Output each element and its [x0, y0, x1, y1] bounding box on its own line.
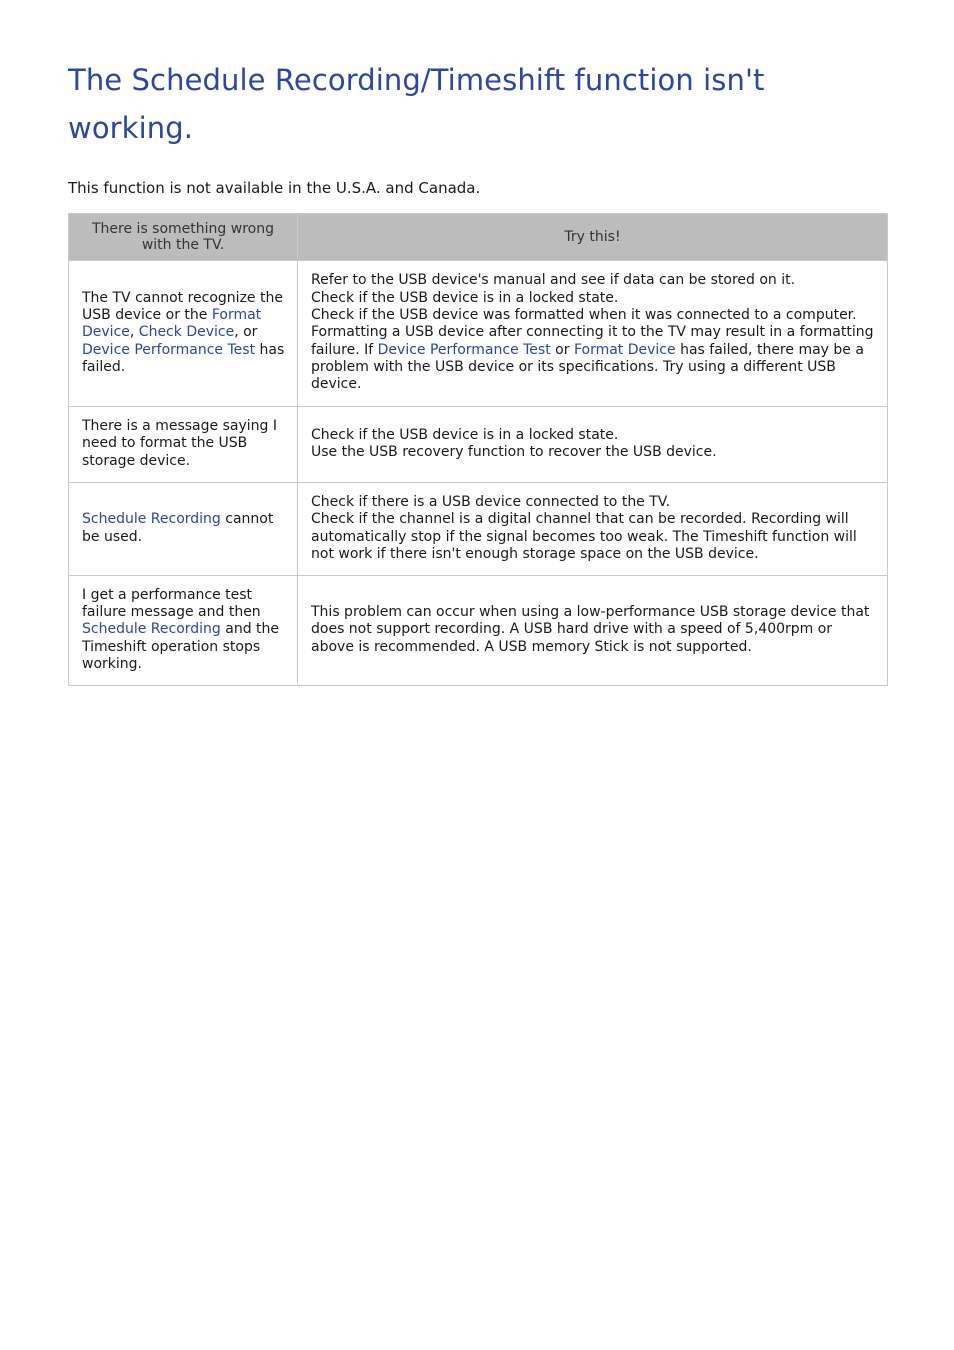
problem-cell: [69, 576, 298, 686]
problem-text: I get a performance test failure message and then: [82, 586, 261, 621]
problem-text: The TV cannot recognize the USB device or the: [82, 289, 283, 324]
device-performance-test-link[interactable]: Device Performance Test: [377, 341, 551, 358]
problem-text: ,: [129, 324, 139, 341]
page-title-line-1: The Schedule Recording/Timeshift function isn't: [68, 63, 765, 97]
solution-line: Check if there is a USB device connected to the TV.: [311, 493, 671, 510]
problem-text: There is a message saying I need to format the USB storage device.: [82, 418, 277, 469]
table-row: [69, 483, 888, 576]
solution-line: Refer to the USB device's manual and see if data can be stored on it.: [311, 272, 796, 289]
solution-paragraph: [311, 324, 875, 393]
table-row: [69, 261, 888, 407]
table-header-row: [69, 214, 888, 261]
problem-cell: [69, 483, 298, 576]
solution-text: Formatting a USB device after connecting it to the TV may result in a formatting failure. If: [311, 324, 874, 358]
problem-text: cannot be used.: [82, 511, 274, 545]
page-title-line-2: working.: [68, 111, 194, 145]
schedule-recording-link[interactable]: Schedule Recording: [82, 621, 221, 638]
device-performance-test-link[interactable]: Device Performance Test: [82, 341, 256, 358]
problem-text: and the Timeshift operation stops working.: [82, 621, 280, 672]
solution-cell: [298, 407, 888, 483]
solution-cell: [298, 483, 888, 576]
solution-line: Check if the USB device is in a locked state.: [311, 289, 619, 306]
format-device-link[interactable]: Format Device: [573, 341, 676, 358]
solution-line: This problem can occur when using a low-performance USB storage device that does not support recording. A USB hard drive with a speed of 5,400rpm or above is recommended. A USB memory Stick is not supported.: [311, 604, 870, 655]
page: [68, 56, 888, 686]
solution-text: or: [550, 341, 574, 358]
problem-cell: [69, 261, 298, 407]
intro-text: This function is not available in the U.S.A. and Canada.: [68, 179, 481, 197]
header-problem: There is something wrong with the TV.: [69, 214, 298, 261]
schedule-recording-link[interactable]: Schedule Recording: [82, 511, 221, 528]
problem-cell: [69, 407, 298, 483]
solution-line: Use the USB recovery function to recover the USB device.: [311, 444, 717, 460]
solution-cell: [298, 576, 888, 686]
problem-text: , or: [234, 324, 258, 341]
solution-line: Check if the channel is a digital channel that can be recorded. Recording will automatically stop if the signal becomes too weak. The Timeshift function will not work if there isn't enough storage space on the USB device.: [311, 511, 857, 562]
table-row: [69, 407, 888, 483]
solution-text: has failed, there may be a problem with the USB device or its specifications. Try using a different USB device.: [311, 341, 864, 393]
problem-text: has failed.: [82, 341, 285, 375]
check-device-link[interactable]: Check Device: [138, 324, 235, 341]
solution-line: Check if the USB device was formatted when it was connected to a computer.: [311, 307, 857, 324]
table-row: [69, 576, 888, 686]
solution-line: Check if the USB device is in a locked state.: [311, 426, 619, 443]
format-device-link[interactable]: Format Device: [82, 307, 262, 341]
troubleshooting-table: [68, 213, 888, 686]
page-title: [68, 56, 888, 152]
solution-cell: [298, 261, 888, 407]
header-solution: Try this!: [298, 214, 888, 261]
